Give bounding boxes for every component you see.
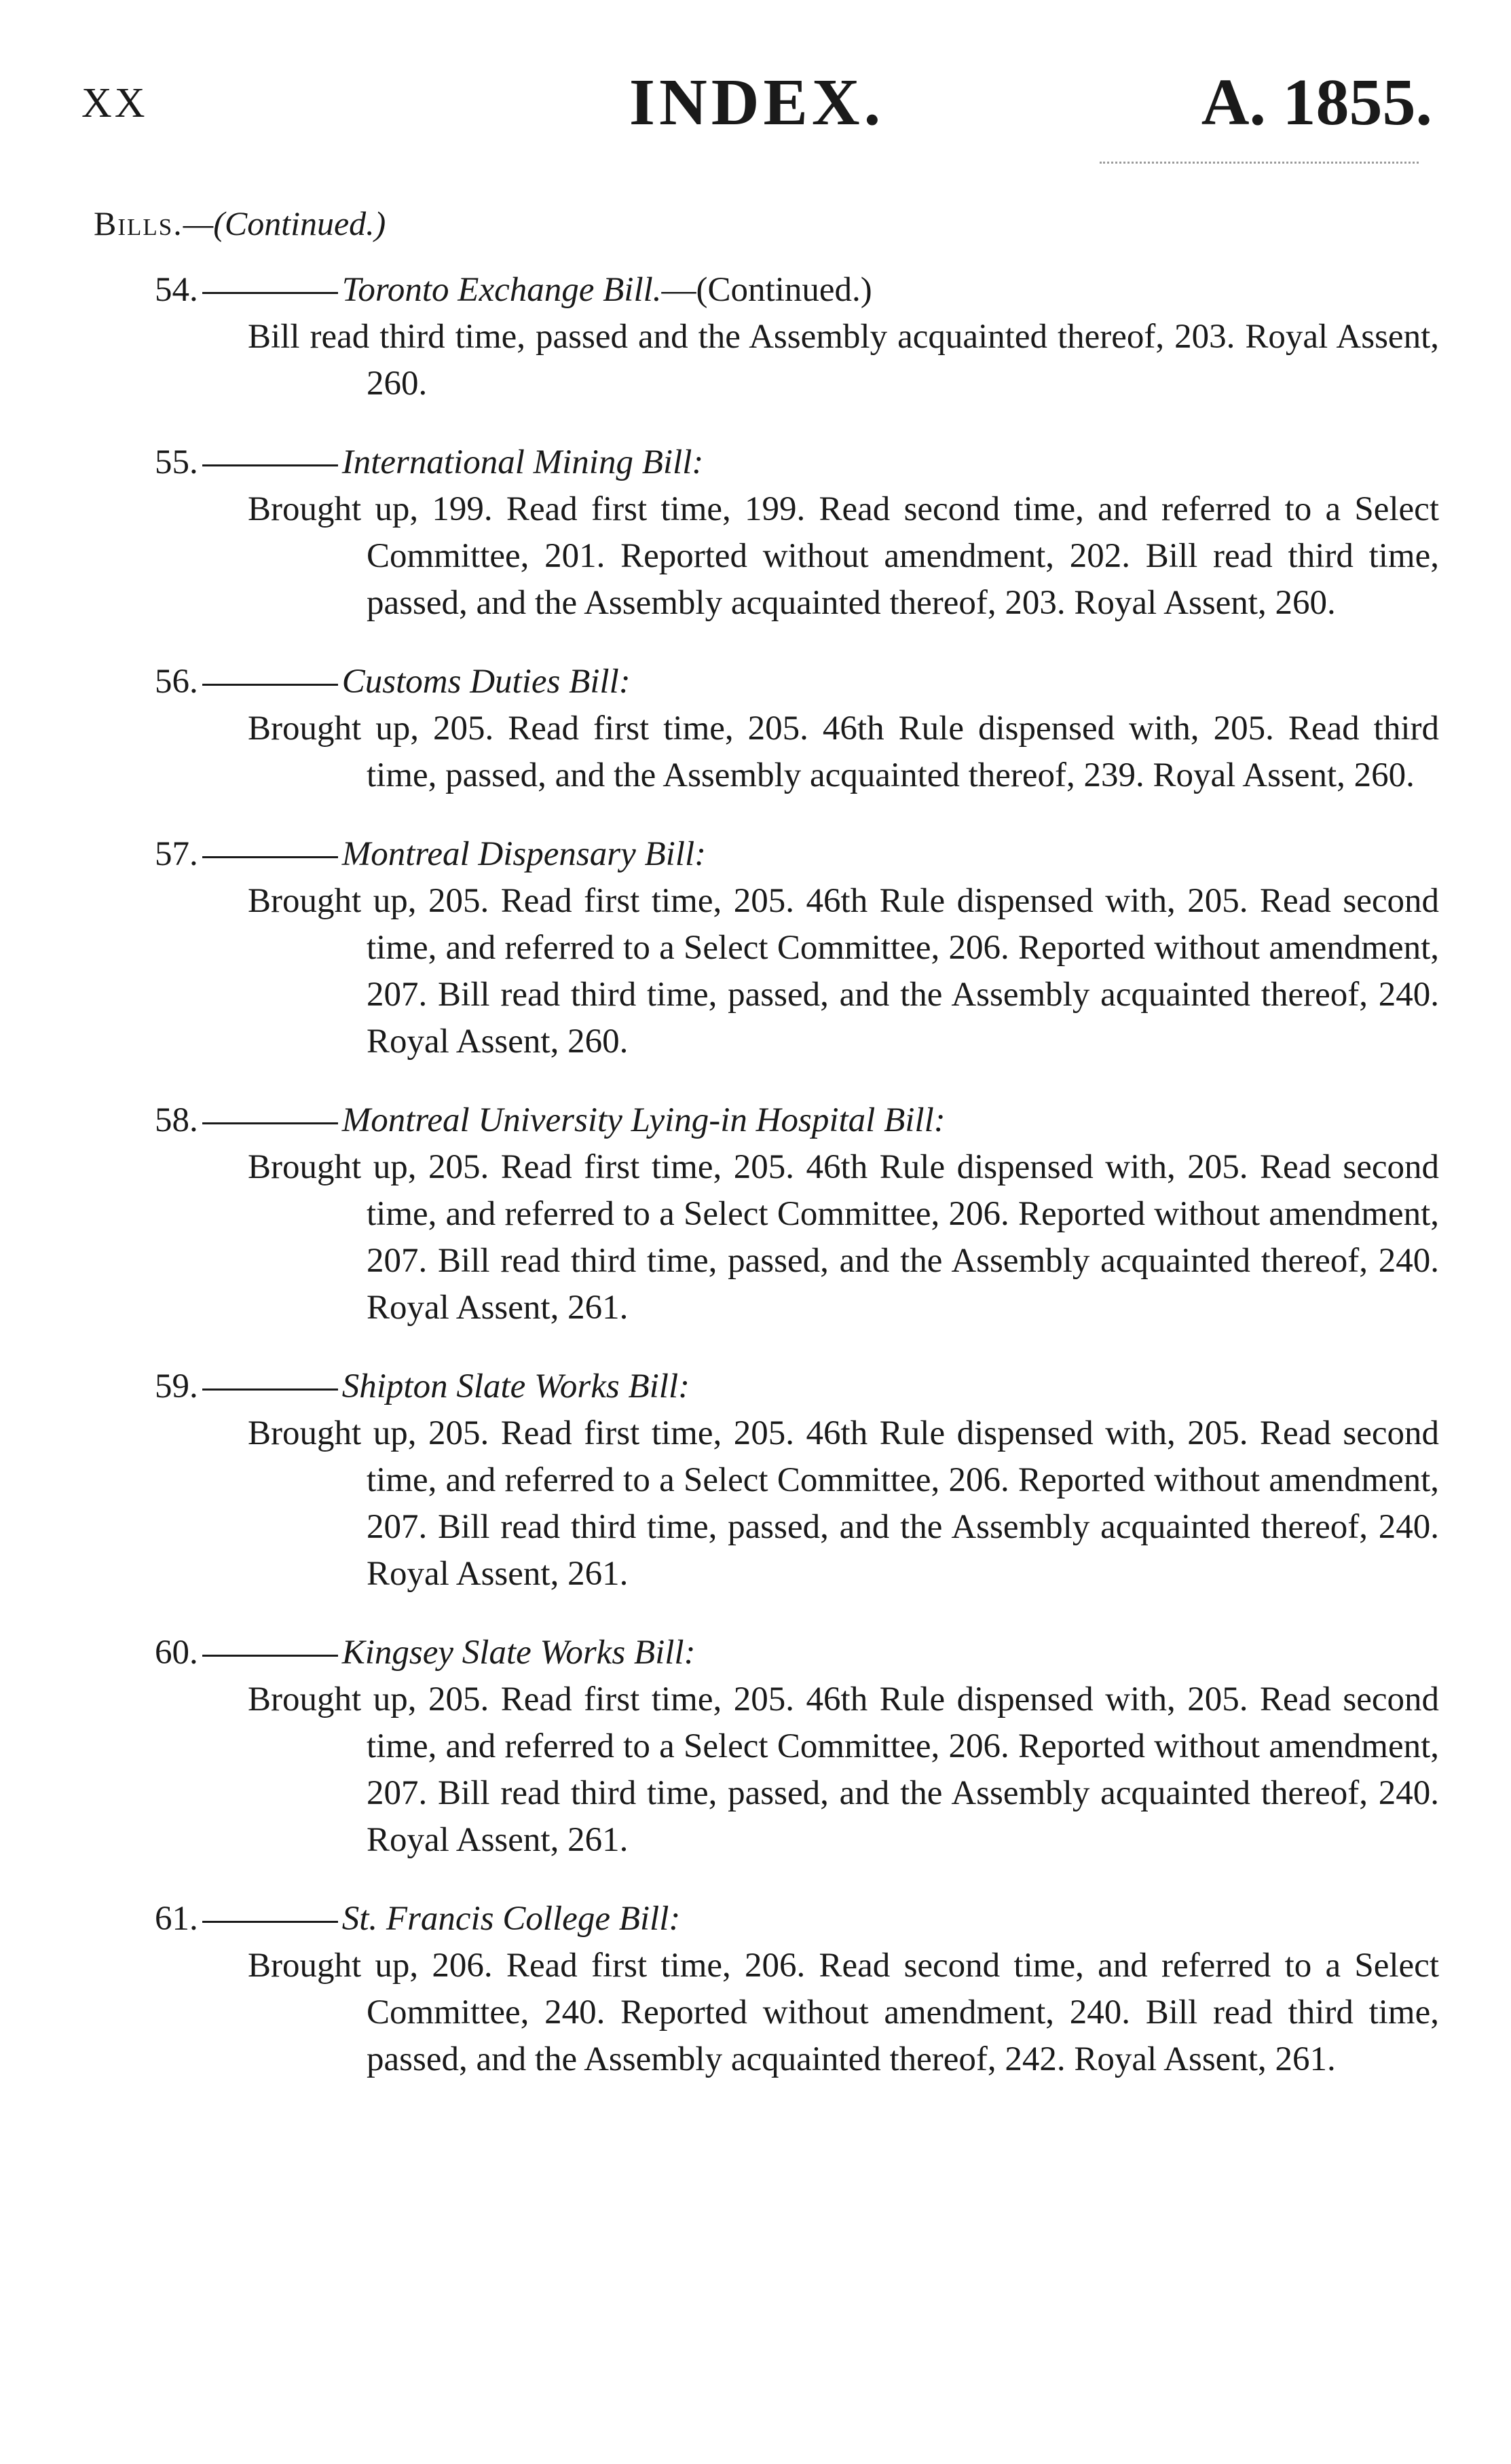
bill-entry-title	[155, 1097, 1511, 1144]
bill-name: Montreal University Lying-in Hospital Bill:	[341, 1101, 946, 1139]
section-label: Bills.	[94, 204, 183, 242]
bill-number: 61.	[155, 1900, 198, 1938]
bill-name: Montreal Dispensary Bill:	[341, 835, 707, 873]
page-year: A. 1855.	[1201, 66, 1432, 139]
bill-entry	[0, 266, 1511, 407]
bill-entry-text: Brought up, 205. Read first time, 205. 46th Rule dispensed with, 205. Read second time, and referred to a Select Committee, 206. Reported without amendment, 207. Bill read third time, passed, and the Assembly acquainted thereof, 240. Royal Assent, 261.	[248, 1680, 1439, 1859]
bill-entry-text: Brought up, 205. Read first time, 205. 46th Rule dispensed with, 205. Read second time, and referred to a Select Committee, 206. Reported without amendment, 207. Bill read third time, passed, and the Assembly acquainted thereof, 240. Royal Assent, 261.	[248, 1414, 1439, 1593]
bill-entry-title	[155, 830, 1511, 878]
entry-dash	[202, 856, 338, 858]
page-title: INDEX.	[629, 66, 885, 139]
bill-entry-text: Brought up, 199. Read first time, 199. Read second time, and referred to a Select Committee, 201. Reported without amendment, 202. Bill read third time, passed, and the Assembly acquainted thereof, 203. Royal Assent, 260.	[248, 490, 1439, 622]
bill-entry-text: Brought up, 205. Read first time, 205. 46th Rule dispensed with, 205. Read second time, and referred to a Select Committee, 206. Reported without amendment, 207. Bill read third time, passed, and the Assembly acquainted thereof, 240. Royal Assent, 260.	[248, 882, 1439, 1061]
bill-entry-text: Brought up, 206. Read first time, 206. Read second time, and referred to a Select Committee, 240. Reported without amendment, 240. Bill read third time, passed, and the Assembly acquainted thereof, 242. Royal Assent, 261.	[248, 1947, 1439, 2078]
entry-dash	[202, 1921, 338, 1923]
section-heading	[94, 204, 386, 243]
bill-entry	[0, 439, 1511, 627]
entry-dash	[202, 684, 338, 686]
bill-number: 57.	[155, 835, 198, 873]
entry-dash	[202, 292, 338, 294]
bill-entry-text: Brought up, 205. Read first time, 205. 46th Rule dispensed with, 205. Read third time, passed, and the Assembly acquainted thereof, 239. Royal Assent, 260.	[248, 710, 1439, 794]
bill-entry	[0, 1363, 1511, 1598]
bill-entry-title	[155, 1629, 1511, 1676]
bill-name: St. Francis College Bill:	[341, 1900, 681, 1938]
bill-name: International Mining Bill:	[341, 443, 704, 481]
bill-entry	[0, 1097, 1511, 1331]
bill-number: 54.	[155, 271, 198, 309]
bill-entry-text: Brought up, 205. Read first time, 205. 46th Rule dispensed with, 205. Read second time, and referred to a Select Committee, 206. Reported without amendment, 207. Bill read third time, passed, and the Assembly acquainted thereof, 240. Royal Assent, 261.	[248, 1148, 1439, 1327]
bill-entry-title	[155, 1895, 1511, 1943]
bill-number: 58.	[155, 1101, 198, 1139]
bill-entry-text: Bill read third time, passed and the Assembly acquainted thereof, 203. Royal Assent, 260.	[248, 318, 1439, 403]
bill-entry	[0, 1895, 1511, 2083]
bill-entry	[0, 1629, 1511, 1864]
entry-dash	[202, 1122, 338, 1124]
bill-entries	[0, 266, 1511, 2114]
bill-name: Shipton Slate Works Bill:	[341, 1367, 690, 1405]
bill-number: 55.	[155, 443, 198, 481]
section-continued: —(Continued.)	[183, 204, 386, 242]
entry-dash	[202, 1389, 338, 1391]
bill-name: Toronto Exchange Bill.	[341, 271, 662, 309]
bill-entry	[0, 658, 1511, 799]
bill-entry	[0, 830, 1511, 1065]
bill-number: 59.	[155, 1367, 198, 1405]
bill-suffix: —(Continued.)	[661, 271, 872, 309]
bill-entry-title	[155, 266, 1511, 314]
entry-dash	[202, 464, 338, 466]
header-rule	[1100, 162, 1419, 164]
bill-name: Customs Duties Bill:	[341, 663, 631, 701]
bill-number: 56.	[155, 663, 198, 701]
page-header	[81, 65, 1432, 139]
bill-name: Kingsey Slate Works Bill:	[341, 1634, 696, 1672]
bill-entry-title	[155, 658, 1511, 705]
entry-dash	[202, 1655, 338, 1657]
page-number: XX	[81, 80, 148, 126]
bill-number: 60.	[155, 1634, 198, 1672]
bill-entry-title	[155, 1363, 1511, 1410]
bill-entry-title	[155, 439, 1511, 486]
